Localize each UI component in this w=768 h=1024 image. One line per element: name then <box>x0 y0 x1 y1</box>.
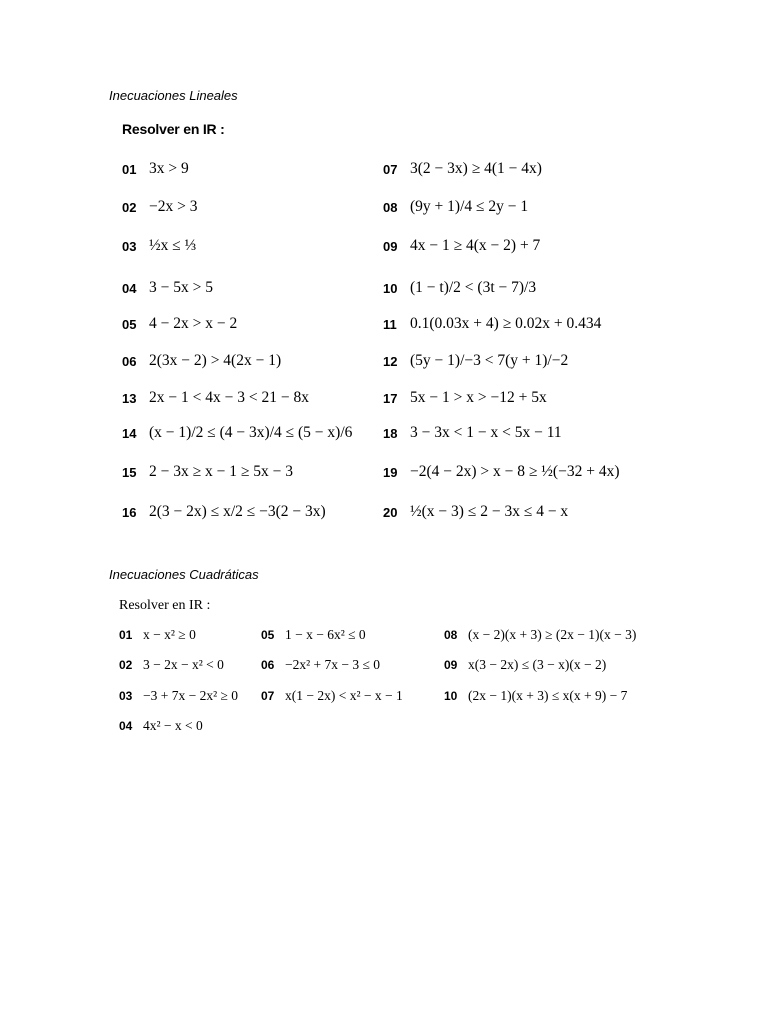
list-item <box>122 237 196 255</box>
list-item <box>119 718 203 734</box>
list-item <box>444 627 636 643</box>
item-number: 12 <box>383 353 398 369</box>
item-expression: 2(3x − 2) > 4(2x − 1) <box>149 352 282 369</box>
item-number: 03 <box>119 689 133 703</box>
item-number: 14 <box>122 425 137 441</box>
list-item <box>122 389 309 407</box>
item-number: 15 <box>122 464 137 480</box>
item-expression: 0.1(0.03x + 4) ≥ 0.02x + 0.434 <box>410 315 602 332</box>
list-item <box>122 463 293 481</box>
item-expression: (9y + 1)/4 ≤ 2y − 1 <box>410 198 529 215</box>
item-expression: x(3 − 2x) ≤ (3 − x)(x − 2) <box>468 657 607 672</box>
item-number: 13 <box>122 390 137 406</box>
item-expression: −2x > 3 <box>149 198 198 215</box>
item-expression: (2x − 1)(x + 3) ≤ x(x + 9) − 7 <box>468 688 628 703</box>
list-item <box>383 198 528 216</box>
item-expression: 2(3 − 2x) ≤ x/2 ≤ −3(2 − 3x) <box>149 503 326 520</box>
list-item <box>383 463 619 481</box>
item-number: 06 <box>122 353 137 369</box>
list-item <box>383 503 568 521</box>
item-number: 07 <box>261 689 275 703</box>
item-number: 04 <box>122 280 137 296</box>
item-expression: 3(2 − 3x) ≥ 4(1 − 4x) <box>410 160 542 177</box>
item-number: 05 <box>122 316 137 332</box>
item-expression: (x − 2)(x + 3) ≥ (2x − 1)(x − 3) <box>468 627 637 642</box>
item-number: 08 <box>383 199 398 215</box>
list-item <box>383 279 536 297</box>
item-number: 04 <box>119 719 133 733</box>
item-number: 09 <box>444 658 458 672</box>
list-item <box>122 315 237 333</box>
instruction-cuadraticas: Resolver en IR : <box>119 598 211 613</box>
list-item <box>119 657 224 673</box>
list-item <box>383 424 562 442</box>
item-expression: 3 − 5x > 5 <box>149 279 213 296</box>
item-expression: x − x² ≥ 0 <box>143 627 196 642</box>
item-number: 18 <box>383 425 398 441</box>
item-expression: x(1 − 2x) < x² − x − 1 <box>285 688 403 703</box>
item-expression: 2x − 1 < 4x − 3 < 21 − 8x <box>149 389 309 406</box>
item-number: 01 <box>122 161 137 177</box>
item-number: 20 <box>383 504 398 520</box>
item-expression: (5y − 1)/−3 < 7(y + 1)/−2 <box>410 352 569 369</box>
item-number: 09 <box>383 238 398 254</box>
item-number: 11 <box>383 316 397 332</box>
item-expression: 3 − 2x − x² < 0 <box>143 657 224 672</box>
list-item <box>122 279 213 297</box>
list-item <box>119 688 238 704</box>
list-item <box>444 688 627 704</box>
list-item <box>261 688 403 704</box>
list-item <box>383 352 568 370</box>
instruction-lineales: Resolver en IR : <box>122 121 225 137</box>
item-expression: (x − 1)/2 ≤ (4 − 3x)/4 ≤ (5 − x)/6 <box>149 424 353 441</box>
list-item <box>383 389 547 407</box>
list-item <box>122 352 281 370</box>
item-number: 07 <box>383 161 398 177</box>
list-item <box>383 160 542 178</box>
item-expression: 5x − 1 > x > −12 + 5x <box>410 389 547 406</box>
item-number: 10 <box>383 280 398 296</box>
item-expression: −2x² + 7x − 3 ≤ 0 <box>285 657 381 672</box>
list-item <box>119 627 196 643</box>
list-item <box>444 657 606 673</box>
list-item <box>383 237 540 255</box>
item-number: 05 <box>261 628 275 642</box>
item-number: 02 <box>119 658 133 672</box>
list-item <box>261 657 380 673</box>
item-expression: 3x > 9 <box>149 160 189 177</box>
item-number: 02 <box>122 199 137 215</box>
item-number: 01 <box>119 628 133 642</box>
item-number: 03 <box>122 238 137 254</box>
item-expression: ½x ≤ ⅓ <box>149 237 197 254</box>
section-title-lineales: Inecuaciones Lineales <box>109 88 238 103</box>
item-expression: 4 − 2x > x − 2 <box>149 315 238 332</box>
item-number: 17 <box>383 390 398 406</box>
list-item <box>122 503 326 521</box>
item-number: 08 <box>444 628 458 642</box>
list-item <box>122 198 197 216</box>
item-number: 06 <box>261 658 275 672</box>
section-title-cuadraticas: Inecuaciones Cuadráticas <box>109 567 259 582</box>
item-expression: 2 − 3x ≥ x − 1 ≥ 5x − 3 <box>149 463 293 480</box>
list-item <box>122 160 189 178</box>
list-item <box>383 315 601 333</box>
item-expression: −2(4 − 2x) > x − 8 ≥ ½(−32 + 4x) <box>410 463 620 480</box>
item-expression: (1 − t)/2 < (3t − 7)/3 <box>410 279 537 296</box>
item-number: 10 <box>444 689 458 703</box>
item-expression: −3 + 7x − 2x² ≥ 0 <box>143 688 239 703</box>
list-item <box>261 627 366 643</box>
item-expression: 3 − 3x < 1 − x < 5x − 11 <box>410 424 562 441</box>
item-number: 16 <box>122 504 137 520</box>
item-expression: 4x − 1 ≥ 4(x − 2) + 7 <box>410 237 541 254</box>
item-expression: 4x² − x < 0 <box>143 718 203 733</box>
item-expression: 1 − x − 6x² ≤ 0 <box>285 627 366 642</box>
item-number: 19 <box>383 464 398 480</box>
item-expression: ½(x − 3) ≤ 2 − 3x ≤ 4 − x <box>410 503 569 520</box>
list-item <box>122 424 352 442</box>
